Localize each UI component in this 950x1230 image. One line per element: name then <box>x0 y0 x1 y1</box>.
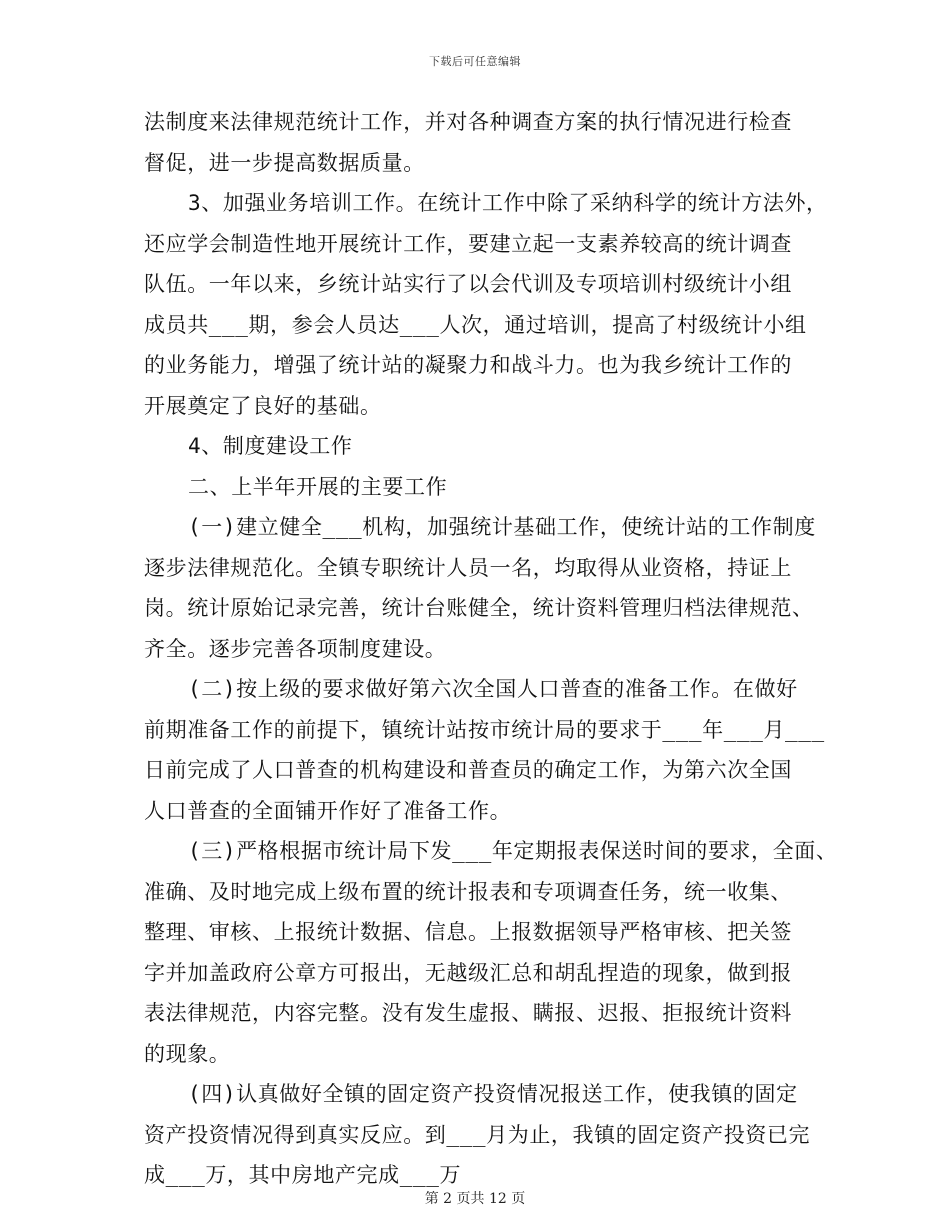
paragraph-line: 3、加强业务培训工作。在统计工作中除了采纳科学的统计方法外， <box>188 191 828 215</box>
section-heading <box>144 467 844 508</box>
page-header: 下载后可任意编辑 <box>429 55 521 68</box>
paragraph-line: 资产投资情况得到真实反应。到___月为止，我镇的固定资产投资已完 <box>144 1122 811 1147</box>
page-footer: 第 2 页共 12 页 <box>424 1191 526 1207</box>
paragraph-line: 的业务能力，增强了统计站的凝聚力和战斗力。也为我乡统计工作的 <box>144 353 792 377</box>
paragraph-line: (四)认真做好全镇的固定资产投资情况报送工作，使我镇的固定 <box>188 1082 798 1106</box>
paragraph-item-4 <box>144 1074 844 1196</box>
paragraph-institution <box>144 426 844 467</box>
paragraph-line: (二)按上级的要求做好第六次全国人口普查的准备工作。在做好 <box>188 677 798 701</box>
paragraph-line: 4、制度建设工作 <box>188 434 353 458</box>
paragraph-line: 人口普查的全面铺开作好了准备工作。 <box>144 798 512 823</box>
paragraph-item-3 <box>144 831 844 1074</box>
paragraph-line: 日前完成了人口普查的机构建设和普查员的确定工作，为第六次全国 <box>144 758 792 782</box>
document-body <box>144 102 844 1196</box>
paragraph-item-1 <box>144 507 844 669</box>
paragraph-line: 准确、及时地完成上级布置的统计报表和专项调查任务，统一收集、 <box>144 879 792 904</box>
paragraph-line: 开展奠定了良好的基础。 <box>144 393 382 418</box>
paragraph-1 <box>144 102 844 183</box>
paragraph-line: 还应学会制造性地开展统计工作，要建立起一支素养较高的统计调查 <box>144 231 792 256</box>
paragraph-line: (三)严格根据市统计局下发___年定期报表保送时间的要求，全面、 <box>188 839 838 863</box>
paragraph-line: 法制度来法律规范统计工作，并对各种调查方案的执行情况进行检查 <box>144 110 792 134</box>
paragraph-line: 岗。统计原始记录完善，统计台账健全，统计资料管理归档法律规范、 <box>144 596 814 620</box>
paragraph-line: 表法律规范，内容完整。没有发生虚报、瞒报、迟报、拒报统计资料 <box>144 1001 792 1025</box>
paragraph-line: 整理、审核、上报统计数据、信息。上报数据领导严格审核、把关签 <box>144 920 792 944</box>
paragraph-line: (一)建立健全___机构，加强统计基础工作，使统计站的工作制度 <box>188 515 816 539</box>
paragraph-training <box>144 183 844 426</box>
paragraph-line: 字并加盖政府公章方可报出，无越级汇总和胡乱捏造的现象，做到报 <box>144 960 792 985</box>
paragraph-line: 队伍。一年以来，乡统计站实行了以会代训及专项培训村级统计小组 <box>144 272 792 296</box>
section-heading-text: 二、上半年开展的主要工作 <box>188 474 448 499</box>
paragraph-item-2 <box>144 669 844 831</box>
paragraph-line: 成员共___期，参会人员达___人次，通过培训，提高了村级统计小组 <box>144 312 807 337</box>
paragraph-line: 成___万，其中房地产完成___万 <box>144 1163 462 1187</box>
paragraph-line: 的现象。 <box>144 1041 231 1066</box>
paragraph-line: 齐全。逐步完善各项制度建设。 <box>144 636 447 661</box>
paragraph-line: 逐步法律规范化。全镇专职统计人员一名，均取得从业资格，持证上 <box>144 555 792 580</box>
paragraph-line: 前期准备工作的前提下，镇统计站按市统计局的要求于___年___月___ <box>144 717 825 742</box>
paragraph-line: 督促，进一步提高数据质量。 <box>144 150 425 175</box>
